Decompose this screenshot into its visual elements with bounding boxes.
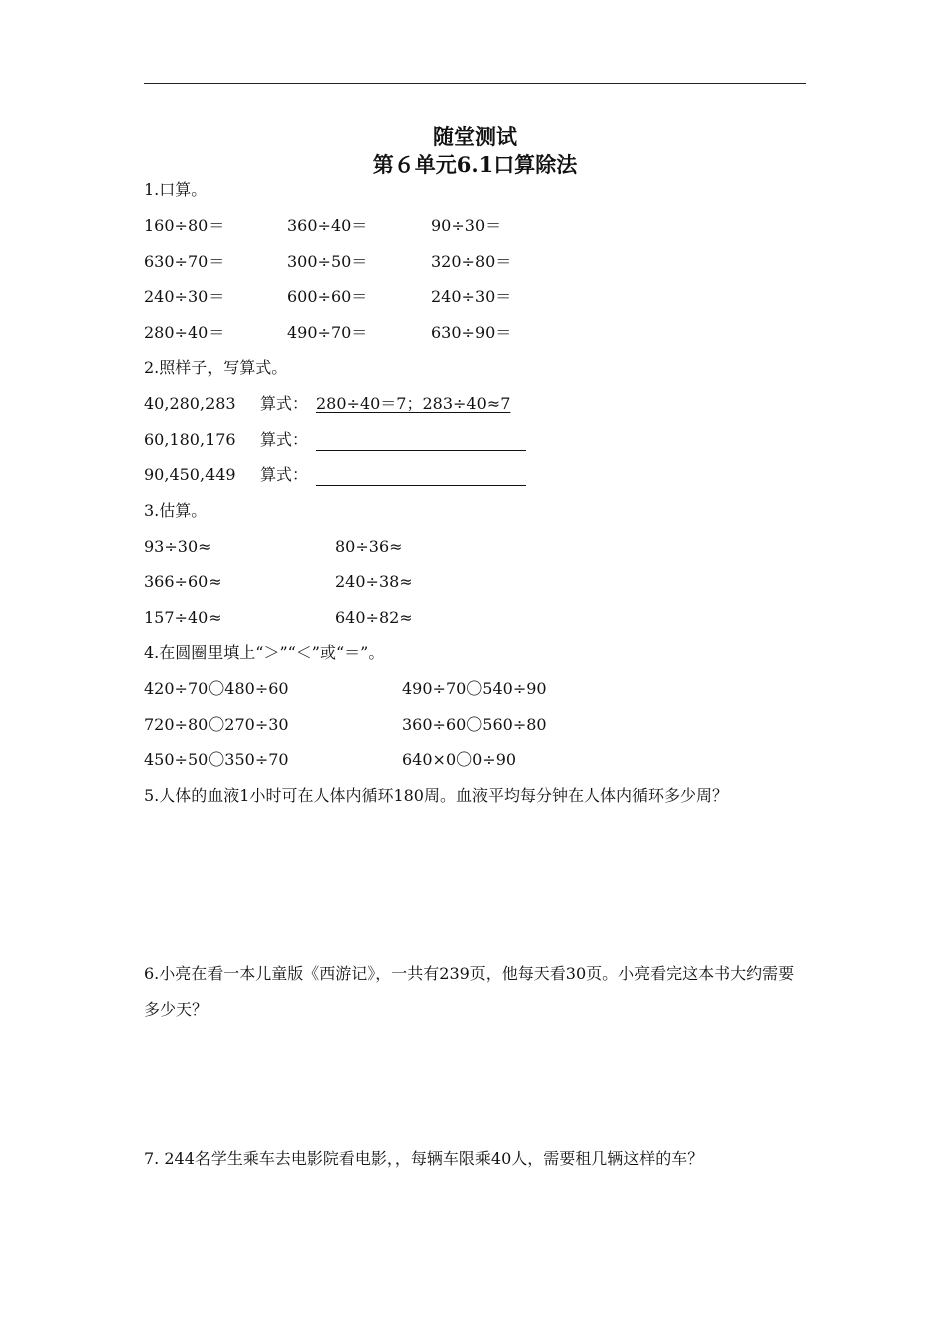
q3-item: 366÷60≈ [144,572,222,591]
q1-item: 320÷80＝ [431,252,512,271]
q3-heading: 3.估算。 [144,501,208,520]
q1-item: 300÷50＝ [287,252,368,271]
q1-item: 240÷30＝ [144,287,225,306]
answer-line [316,434,526,451]
q2-formula-label: 算式： [260,394,309,413]
q5-text: 5.人体的血液1小时可在人体内循环180周。血液平均每分钟在人体内循环多少周？ [144,786,728,805]
q6-text: 6.小亮在看一本儿童版《西游记》，一共有239页，他每天看30页。小亮看完这本书大约需要多少天？ [144,964,795,1019]
answer-line [316,469,526,486]
q3-item: 240÷38≈ [335,572,413,591]
q2-example-answer: 280÷40＝7；283÷40≈7 [316,394,511,413]
q4-item: 360÷60〇560÷80 [402,715,547,734]
q1-item: 360÷40＝ [287,216,368,235]
q2-numbers: 40,280,283 [144,394,236,413]
q4-item: 450÷50〇350÷70 [144,750,289,769]
q2-answer-blank[interactable] [316,464,526,486]
q4-item: 720÷80〇270÷30 [144,715,289,734]
q3-item: 157÷40≈ [144,608,222,627]
q1-item: 490÷70＝ [287,323,368,342]
q3-item: 640÷82≈ [335,608,413,627]
q2-answer-blank[interactable] [316,429,526,451]
q2-formula-label: 算式： [260,465,309,484]
q3-item: 80÷36≈ [335,537,403,556]
q2-formula-label: 算式： [260,430,309,449]
q1-heading: 1.口算。 [144,180,208,199]
q2-heading: 2.照样子，写算式。 [144,358,288,377]
q4-item: 420÷70〇480÷60 [144,679,289,698]
q1-item: 600÷60＝ [287,287,368,306]
q1-item: 630÷70＝ [144,252,225,271]
q1-item: 90÷30＝ [431,216,502,235]
q1-item: 240÷30＝ [431,287,512,306]
q1-item: 160÷80＝ [144,216,225,235]
q7-text: 7. 244名学生乘车去电影院看电影，，每辆车限乘40人，需要租几辆这样的车？ [144,1149,704,1168]
q4-item: 490÷70〇540÷90 [402,679,547,698]
header-rule [144,83,806,84]
page-title: 随堂测试 [433,124,517,149]
page-subtitle: 第６单元6.1口算除法 [372,152,578,177]
q4-heading: 4.在圆圈里填上“＞”“＜”或“＝”。 [144,643,385,662]
q1-item: 630÷90＝ [431,323,512,342]
q4-item: 640×0〇0÷90 [402,750,517,769]
q1-item: 280÷40＝ [144,323,225,342]
q2-numbers: 60,180,176 [144,430,236,449]
q3-item: 93÷30≈ [144,537,212,556]
q2-numbers: 90,450,449 [144,465,236,484]
